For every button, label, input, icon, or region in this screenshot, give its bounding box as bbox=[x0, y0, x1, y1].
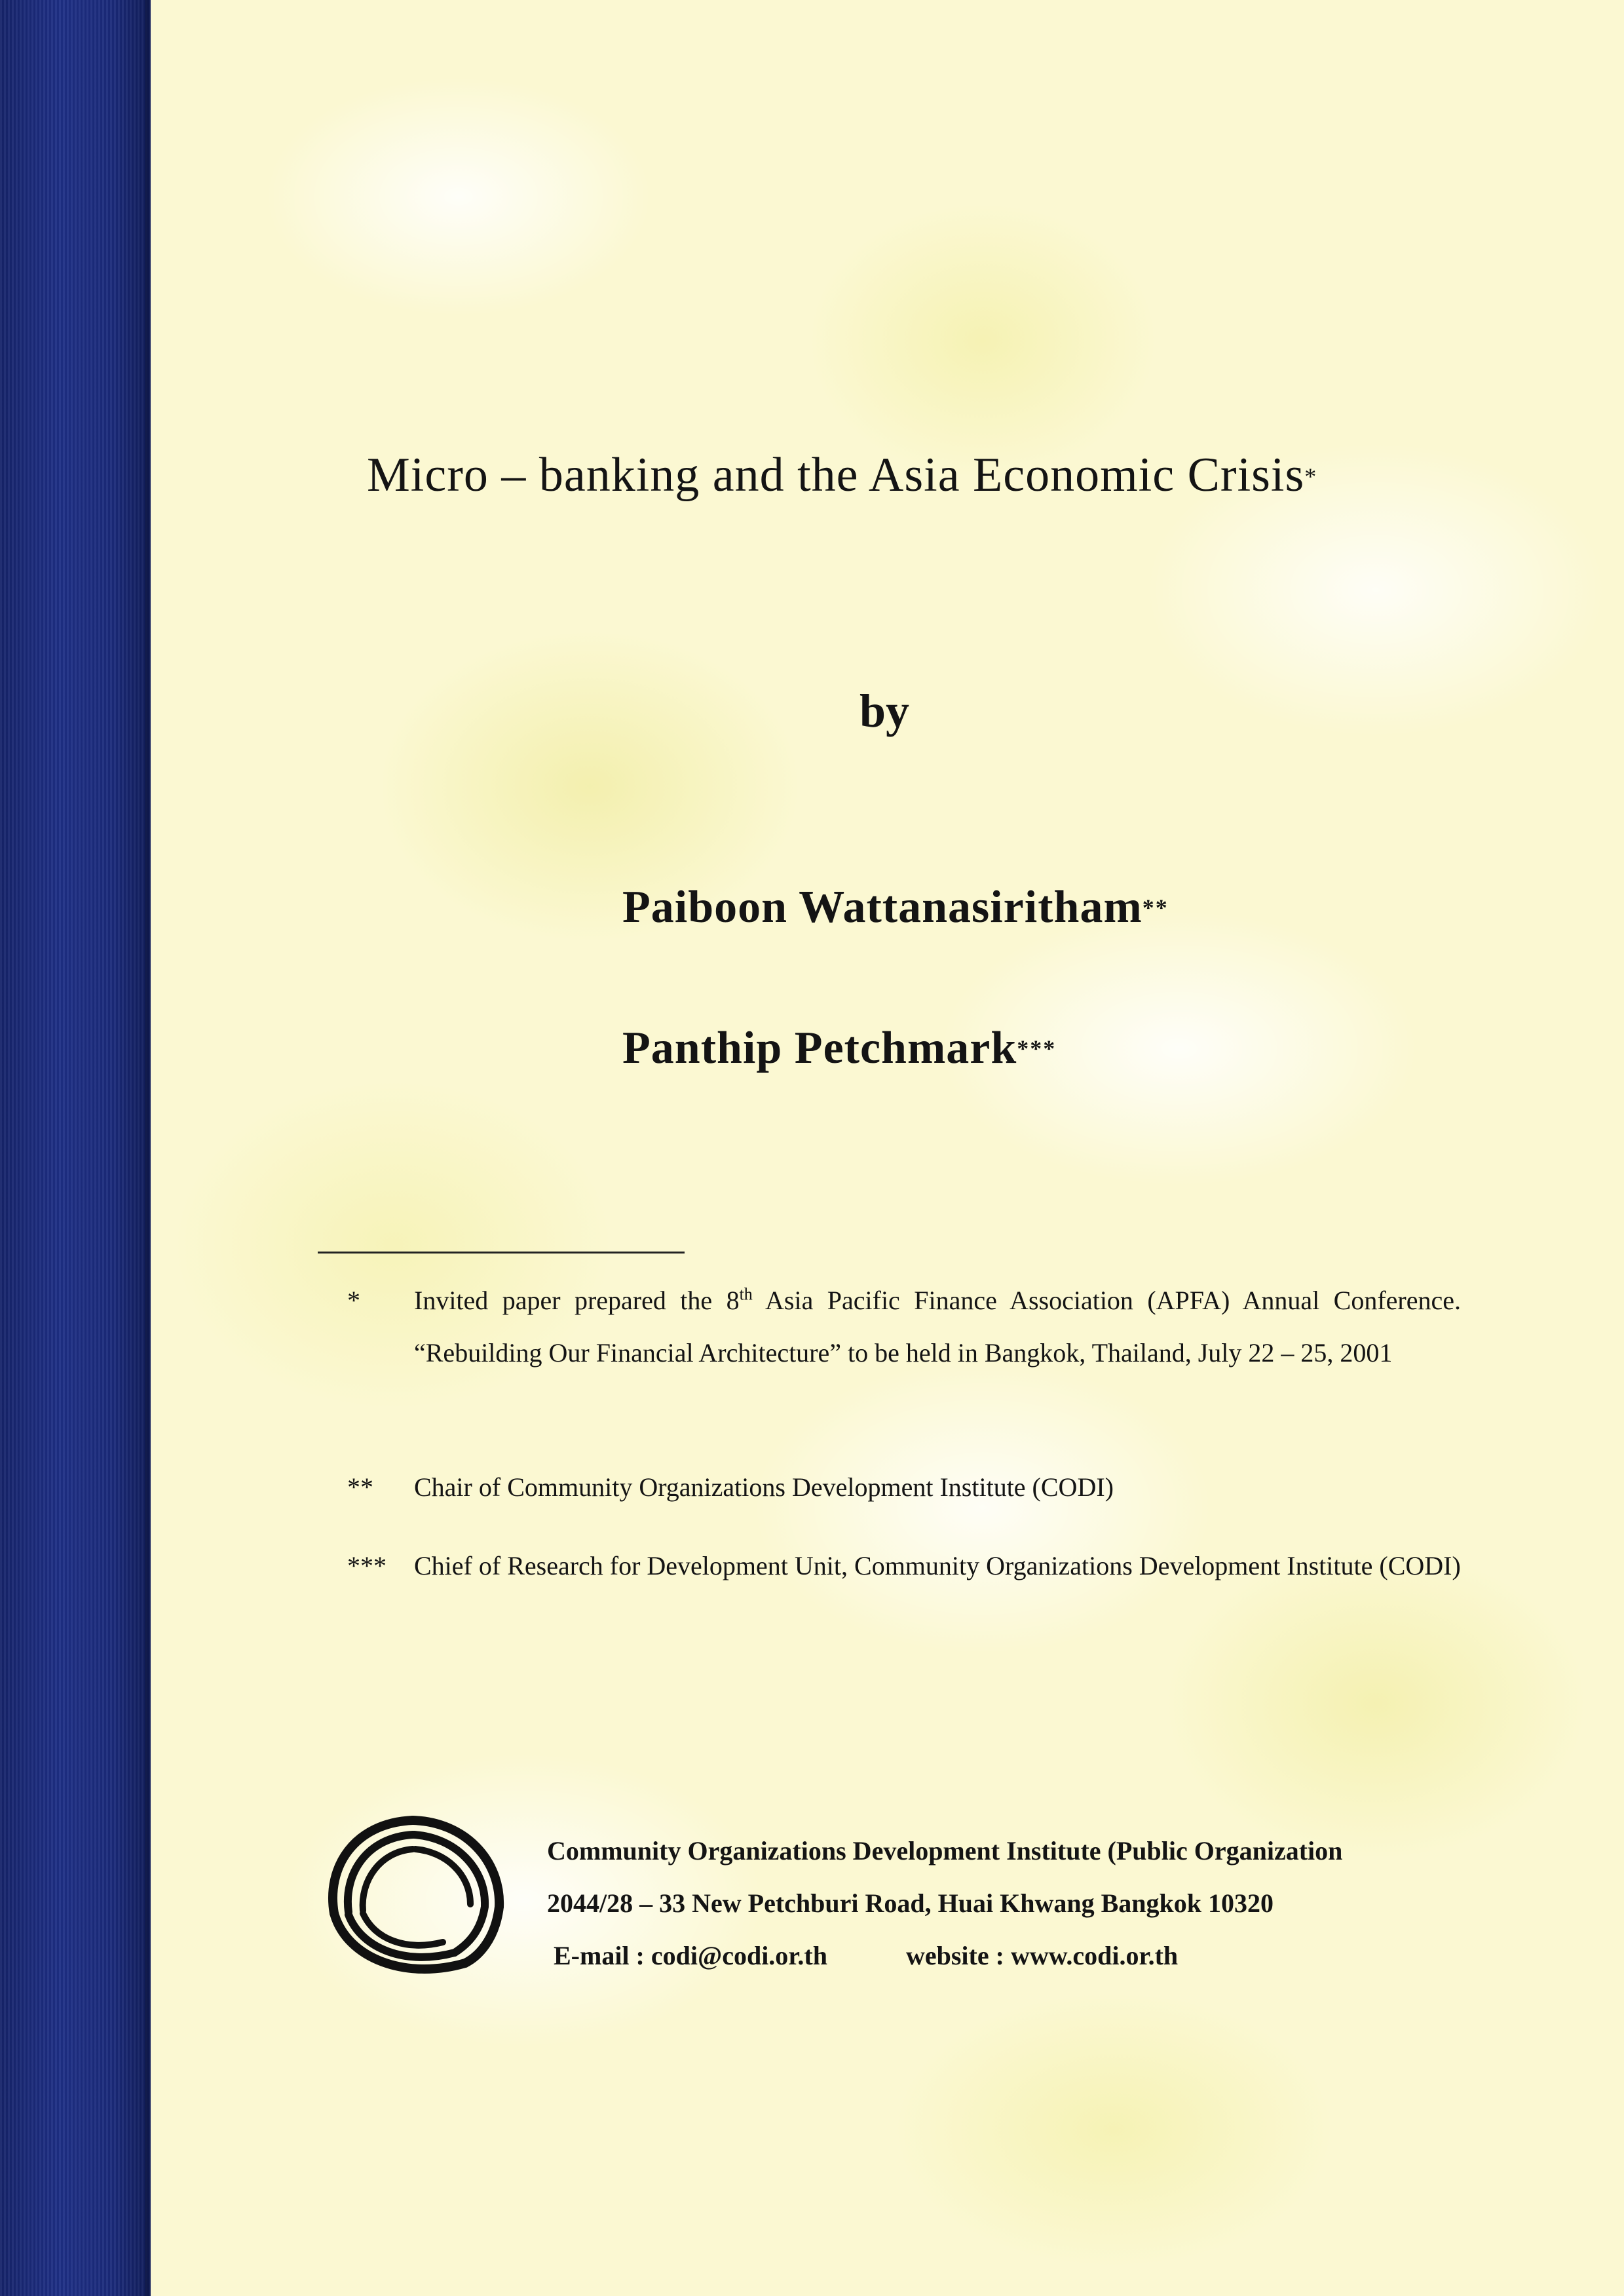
footnote-divider bbox=[318, 1252, 685, 1253]
footnote-text: Chief of Research for Development Unit, Community Organizations Development Institute (CODI) bbox=[414, 1551, 1461, 1580]
website-link[interactable]: www.codi.or.th bbox=[1010, 1941, 1179, 1970]
organization-name: Community Organizations Development Institute (Public Organization bbox=[547, 1836, 1343, 1866]
author-2 bbox=[622, 1019, 1056, 1078]
title-footnote-mark: * bbox=[1304, 463, 1318, 489]
footnote-mark: *** bbox=[347, 1551, 387, 1580]
footnote-superscript: th bbox=[739, 1284, 753, 1304]
footnote-mark: * bbox=[347, 1286, 360, 1315]
contact-line bbox=[547, 1930, 1497, 1982]
website-separator: : bbox=[995, 1941, 1004, 1970]
footnote-text bbox=[414, 1274, 1461, 1379]
website-label: website bbox=[905, 1941, 989, 1970]
footnote-2 bbox=[347, 1461, 1461, 1514]
blue-binding-spine bbox=[0, 0, 151, 2296]
email-separator: : bbox=[635, 1941, 645, 1970]
author-1 bbox=[622, 878, 1169, 937]
footnote-text: Chair of Community Organizations Development Institute (CODI) bbox=[414, 1472, 1114, 1502]
by-label: by bbox=[859, 685, 910, 737]
footnote-text-part: Asia Pacific Finance Association (APFA) Annual Conference. “Rebuilding Our Financial Architecture” to be held in Bangkok, Thailand, July 22 – 25, 2001 bbox=[414, 1286, 1461, 1368]
author-name: Panthip Petchmark bbox=[622, 1023, 1017, 1073]
author-name: Paiboon Wattanasiritham bbox=[622, 882, 1142, 932]
organization-address: 2044/28 – 33 New Petchburi Road, Huai Khwang Bangkok 10320 bbox=[547, 1888, 1274, 1918]
email-label: E-mail bbox=[554, 1941, 630, 1970]
author-footnote-mark: ** bbox=[1142, 894, 1169, 921]
footnote-1 bbox=[347, 1274, 1461, 1379]
email-link[interactable]: codi@codi.or.th bbox=[651, 1941, 827, 1970]
document-title bbox=[367, 446, 1507, 506]
codi-logo-icon bbox=[314, 1808, 511, 1985]
footnote-3 bbox=[347, 1540, 1461, 1592]
footnote-text-part: Invited paper prepared the 8 bbox=[414, 1286, 740, 1315]
spine-shadow bbox=[145, 0, 151, 2296]
author-footnote-mark: *** bbox=[1017, 1035, 1057, 1062]
title-text: Micro – banking and the Asia Economic Crisis bbox=[367, 448, 1305, 502]
footnote-mark: ** bbox=[347, 1472, 373, 1502]
organization-block bbox=[547, 1825, 1497, 1982]
